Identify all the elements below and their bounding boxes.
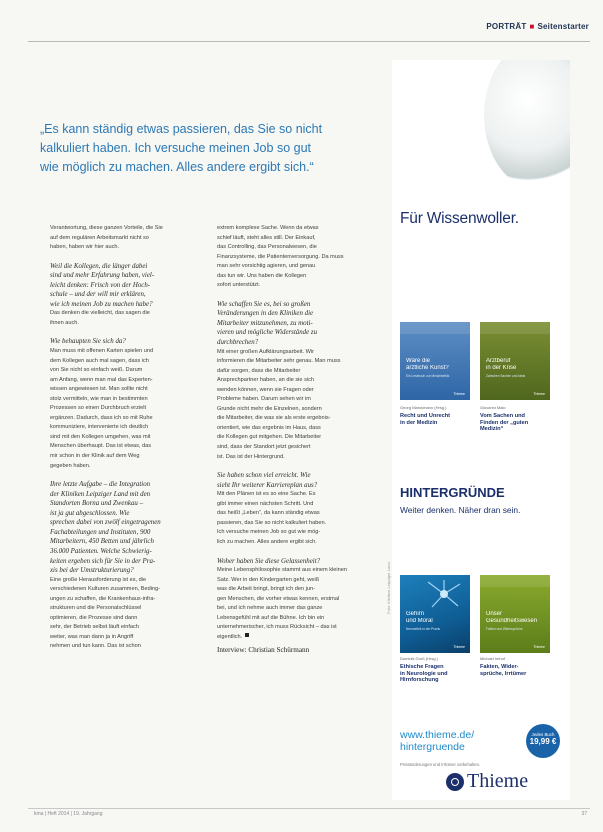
text-line: xis bei der Umstrukturierung? <box>50 567 134 575</box>
text-line: lich zu machen. Alles andere ergibt sich. <box>217 538 317 545</box>
paragraph-gap <box>50 471 200 480</box>
text-line: sieht Ihr weiterer Karriereplan aus? <box>217 481 318 489</box>
article-column-1 <box>50 224 200 652</box>
interview-signature: Interview: Christian Schürmann <box>217 646 310 655</box>
text-line: kommuniziere, intervenierte ich deutlich <box>50 424 149 431</box>
text-line: gibt immer einen nächsten Schritt. Und <box>217 500 314 507</box>
book-caption: Giovanni Maio Vom Sachen und Finden der „guten Medizin“ <box>480 405 560 432</box>
end-mark-icon <box>245 633 249 637</box>
text-line: eigentlich. <box>217 633 367 643</box>
text-line: Wie behaupten Sie sich da? <box>50 338 126 346</box>
text-line: der Kliniken Leipziger Land mit den <box>50 490 151 498</box>
text-line: dafür sorgen, dass die Mitarbeiter <box>217 367 301 374</box>
interview-answer <box>50 347 200 471</box>
thieme-logo-icon <box>446 773 464 791</box>
text-line: ungen zu schaffen, die Krankenhaus-infra- <box>50 595 156 602</box>
interview-question <box>50 262 200 310</box>
text-line: das tun wir. Uns haben die Kollegen <box>217 272 307 279</box>
text-line: wie ich meinen Job zu machen habe? <box>50 300 153 308</box>
text-line: haben, haben wir hier auch. <box>50 244 120 251</box>
header-section-tag <box>486 22 589 31</box>
book-publisher-mark: Thieme <box>533 645 545 649</box>
ad-headline: Für Wissenwoller. <box>400 210 519 227</box>
text-line: Lebensgefühl mit auf die Bühne. Ich bin ein <box>217 614 325 621</box>
text-line: das heißt „Leben“, da kann ständig etwas <box>217 510 320 517</box>
interview-question <box>217 300 367 348</box>
book-author: Michael Imhof <box>480 656 505 661</box>
text-line: sind und mehr Erfahrung haben, viel- <box>50 272 155 280</box>
book-caption: Dominik Groß (Hrsg.) Ethische Fragen in Neurologie und Hirnforschung <box>400 656 480 683</box>
book-cover-subtitle: Zwischen Sachen und Ideal <box>486 374 526 378</box>
text-line: was die Arbeit bringt, bringt ich den jun- <box>217 586 315 593</box>
text-line: Prozessen so einen Durchbruch erzielt <box>50 405 147 412</box>
text-line: Mit einer großen Aufklärungsarbeit. Wir <box>217 348 314 355</box>
photo-credit: Foto: Kliniken Leipziger Land <box>386 562 391 614</box>
interview-question <box>217 557 367 567</box>
book-cover <box>480 322 550 400</box>
text-line: Menschen überhaupt. Das ist etwas, das <box>50 443 152 450</box>
text-line: das Controlling, das Personalwesen, die <box>217 244 317 251</box>
ad-section-subtitle: Weiter denken. Näher dran sein. <box>400 505 521 515</box>
book-cover-title: Unser Gesundheitswesen <box>486 611 538 624</box>
text-line: orientiert, wie das ergebnis im Haus, dass <box>217 424 321 431</box>
text-line: ergänzen. Dadurch, dass ich so mit Ruhe <box>50 414 153 421</box>
pull-quote-line: kalkuliert haben. Ich versuche meinen Job so gut <box>40 141 311 155</box>
book-author: Giovanni Maio <box>480 405 506 410</box>
text-line: Finanzsysteme, die Patientenversorgung. Da muss <box>217 253 344 260</box>
text-line: bei, und ich nehme auch immer das ganze <box>217 605 323 612</box>
book-cover-subtitle: Fakten und Widersprüche <box>486 627 523 631</box>
text-line: schief läuft, steht alles still. Der Einkauf, <box>217 234 316 241</box>
paragraph-gap <box>217 291 367 300</box>
text-line: sind mit den Kollegen umgehen, was mit <box>50 433 151 440</box>
text-line: die Mitarbeiter, die was sie als erste ergebnis- <box>217 415 331 422</box>
text-line: Sie haben schon viel erreicht. Wie <box>217 472 311 480</box>
text-line: sind, dass der Standort jetzt gesichert <box>217 444 311 451</box>
interview-question <box>50 337 200 347</box>
header-section: PORTRÄT <box>486 22 527 31</box>
text-line: Veränderungen in den Kliniken die <box>217 310 314 318</box>
text-line: die Kollegen gut mitgehen. Die Mitarbeiter <box>217 434 322 441</box>
text-line: man sehr vorsichtig agieren, und genau <box>217 263 316 270</box>
ad-orb-graphic <box>484 60 570 190</box>
price-badge <box>526 724 560 758</box>
text-line: ihnen auch. <box>50 319 79 326</box>
text-line: am Anfang, wenn man mal das Experten- <box>50 376 153 383</box>
text-line: wissen angewiesen ist. Man sollte nicht <box>50 386 148 393</box>
text-line: dem Kollegen auch mal sagen, dass ich <box>50 357 149 364</box>
paragraph-gap <box>50 328 200 337</box>
text-line: stolz vermitteln, wie man in bestimmten <box>50 395 148 402</box>
text-line: Satz. Wer in den Kindergarten geht, weiß <box>217 576 320 583</box>
book-cover-subtitle: Neuroethik in der Praxis <box>406 627 441 631</box>
text-line: Mit den Plänen ist es so eine Sache. Es <box>217 491 316 498</box>
text-line: nehmen und tun kann. Das ist schon <box>50 643 141 650</box>
interview-answer <box>50 224 200 253</box>
text-line: Ihre letzte Aufgabe – die Integration <box>50 481 151 489</box>
pull-quote-line: „Es kann ständig etwas passieren, das Sie so nicht <box>40 122 323 136</box>
header-rule <box>28 41 590 42</box>
text-line: Man muss mit offenen Karten spielen und <box>50 348 154 355</box>
book-cover <box>400 322 470 400</box>
book-caption: Michael Imhof Fakten, Wider- sprüche, Irrtümer <box>480 656 560 677</box>
text-line: strukturen und die Personalschlüssel <box>50 605 142 612</box>
text-line: Mitarbeitern, 450 Betten und jährlich <box>50 538 154 546</box>
text-line: schule – und der will mir erklären, <box>50 291 146 299</box>
ad-section-title: HINTERGRÜNDE <box>400 485 505 500</box>
text-line: optimieren, die Prozesse sind dann <box>50 614 138 621</box>
pull-quote <box>40 120 395 177</box>
text-line: Standorten Borna und Zwenkau – <box>50 500 144 508</box>
paragraph-gap <box>217 548 367 557</box>
book-publisher-mark: Thieme <box>453 645 465 649</box>
ad-url-link[interactable]: www.thieme.de/ hintergruende <box>400 729 475 753</box>
paragraph-gap <box>217 462 367 471</box>
price-value: 19,99 € <box>529 737 557 746</box>
book-cover <box>480 575 550 653</box>
book-cover <box>400 575 470 653</box>
page-number: 37 <box>581 811 587 817</box>
text-line: gen Menschen, die vorher etwas kennen, erstmal <box>217 595 340 602</box>
text-line: Grunde nicht mehr die Einzelnen, sondern <box>217 405 322 412</box>
neuron-illustration <box>424 579 464 609</box>
header-subsection: Seitenstarter <box>537 22 589 31</box>
text-line: Das denken die vielleicht, das sagen die <box>50 310 150 317</box>
text-line: sprechen dabei von zwölf eingetragenen <box>50 519 161 527</box>
thieme-logo-text: Thieme <box>467 770 529 792</box>
text-line: 36.000 Patienten. Welche Schwierig- <box>50 547 152 555</box>
book-cover-title: Gehirn und Moral <box>406 611 433 624</box>
text-line: Probleme haben. Darum sehen wir im <box>217 396 311 403</box>
text-line: Ich versuche meinen Job so gut wie mög- <box>217 529 321 536</box>
text-line: gegeben haben. <box>50 462 91 469</box>
text-line: keiten ergeben sich für Sie in der Pra- <box>50 557 156 565</box>
text-line: Mitarbeiter mitzunehmen, zu moti- <box>217 319 313 327</box>
interview-answer <box>217 348 367 463</box>
text-line: weiter, was man dann ja in Angriff <box>50 633 134 640</box>
interview-answer <box>217 566 367 642</box>
book-cover-subtitle: Ein Lesebuch zur Medizinethik <box>406 374 450 378</box>
text-line: ist ja gut abgeschlossen. Wie <box>50 509 130 517</box>
advertisement <box>392 60 570 800</box>
text-line: wenden können, wenn sie Fragen oder <box>217 386 314 393</box>
text-line: sehr, der Betrieb selbst läuft einfach <box>50 624 139 631</box>
book-cover-title: Arztberuf in der Krise <box>486 358 517 371</box>
text-line: ist. Das ist der Hintergrund. <box>217 453 285 460</box>
text-line: Ansprechpartner haben, an die sie sich <box>217 377 315 384</box>
article-column-2 <box>217 224 367 656</box>
price-label: Jedes Buch <box>531 732 555 737</box>
book-author: Georg Marckmann (Hrsg.) <box>400 405 447 410</box>
book-publisher-mark: Thieme <box>533 392 545 396</box>
interview-answer <box>217 224 367 291</box>
text-line: Eine große Herausforderung ist es, die <box>50 576 147 583</box>
paragraph-gap <box>50 253 200 262</box>
interview-answer <box>50 576 200 652</box>
text-line: informieren die Mitarbeiter sehr genau. Man muss <box>217 358 341 365</box>
book-cover-title: Wäre die ärztliche Kunst? <box>406 358 449 371</box>
text-line: sofort unterstützt. <box>217 282 261 289</box>
text-line: passieren, das Sie so nicht kalkuliert haben. <box>217 519 327 526</box>
interview-question <box>217 471 367 490</box>
text-line: Fachabteilungen und Instituten, 900 <box>50 528 151 536</box>
thieme-logo <box>446 770 528 796</box>
text-line: leicht denken: Frisch von der Hoch- <box>50 281 151 289</box>
text-line: Meine Lebensphilosophie stammt aus einem kleinen <box>217 567 347 574</box>
text-line: Weil die Kollegen, die länger dabei <box>50 262 148 270</box>
text-line: extrem komplexe Sache. Wenn da etwas <box>217 225 319 231</box>
book-publisher-mark: Thieme <box>453 392 465 396</box>
text-line: Verantwortung, diese ganzen Vorteile, die Sie <box>50 225 163 231</box>
ad-fine-print: Preisänderungen und Irrtümer vorbehalten. <box>400 762 481 767</box>
text-line: Woher haben Sie diese Gelassenheit? <box>217 557 321 565</box>
text-line: von Sie nicht so einfach weiß. Darum <box>50 367 143 374</box>
interview-answer <box>217 490 367 547</box>
text-line: mir schon in der Klinik auf dem Weg <box>50 453 140 460</box>
book-author: Dominik Groß (Hrsg.) <box>400 656 439 661</box>
pull-quote-line: wie möglich zu machen. Alles andere ergibt sich.“ <box>40 160 314 174</box>
text-line: vieren und mögliche Widerstände zu <box>217 329 318 337</box>
footer-issue-info: kma | Heft 2014 | 19. Jahrgang <box>34 811 103 817</box>
interview-question <box>50 480 200 575</box>
interview-answer <box>50 309 200 328</box>
text-line: verschiedenen Kulturen zusammen, Beding- <box>50 586 161 593</box>
text-line: Wie schaffen Sie es, bei so großen <box>217 300 311 308</box>
footer-rule <box>28 808 590 809</box>
text-line: unternehmerischer, ich muss Rücksicht – das ist <box>217 624 337 631</box>
book-caption: Georg Marckmann (Hrsg.) Recht und Unrecht in der Medizin <box>400 405 480 426</box>
text-line: auf dem regulären Arbeitsmarkt nicht so <box>50 234 149 241</box>
text-line: durchbrechen? <box>217 339 259 347</box>
header-bullet: ■ <box>529 22 535 31</box>
